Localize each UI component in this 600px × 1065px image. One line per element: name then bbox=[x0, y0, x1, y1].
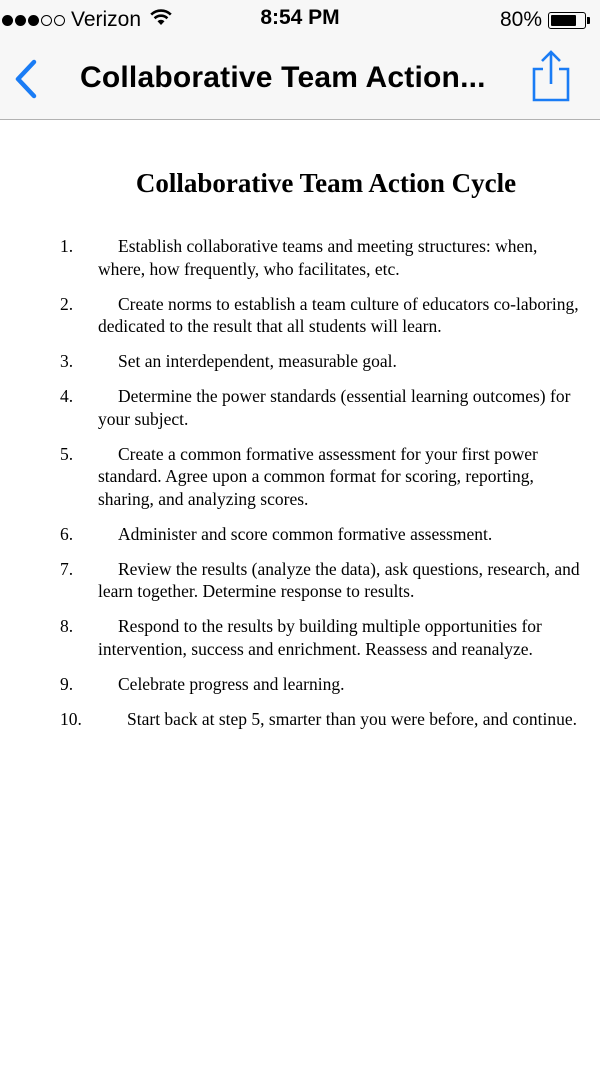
list-item bbox=[0, 235, 600, 280]
list-item-number: 10. bbox=[60, 708, 82, 729]
list-item-text: Create a common formative assessment for your first power standard. Agree upon a common format for scoring, reporting, sharing, and analyzing scores. bbox=[98, 443, 538, 509]
list-item-number: 7. bbox=[60, 558, 74, 579]
back-button[interactable] bbox=[12, 58, 42, 100]
status-right bbox=[500, 7, 590, 33]
list-item bbox=[0, 443, 600, 511]
list-item-number: 2. bbox=[60, 293, 74, 314]
list-item-text: Establish collaborative teams and meeting structures: when, where, how frequently, who facilitates, etc. bbox=[98, 236, 538, 279]
list-item bbox=[0, 708, 600, 731]
battery-percentage: 80% bbox=[499, 8, 542, 31]
battery-icon bbox=[548, 12, 586, 29]
battery-level-fill bbox=[551, 15, 576, 26]
list-item bbox=[0, 350, 600, 373]
carrier-name: Verizon bbox=[71, 8, 142, 31]
list-item-number: 3. bbox=[60, 351, 74, 371]
list-item-number: 4. bbox=[60, 386, 74, 406]
numbered-list bbox=[0, 235, 600, 743]
list-item bbox=[0, 615, 600, 660]
list-item-number: 8. bbox=[60, 616, 74, 636]
list-item-text: Respond to the results by building multiple opportunities for intervention, success and enrichment. Reassess and reanalyze. bbox=[98, 616, 542, 659]
list-item-number: 1. bbox=[60, 236, 74, 256]
share-icon bbox=[530, 50, 572, 106]
status-bar bbox=[0, 0, 600, 40]
nav-title: Collaborative Team Action... bbox=[80, 61, 486, 94]
status-time: 8:54 PM bbox=[260, 6, 340, 29]
list-item-number: 5. bbox=[60, 443, 74, 464]
chevron-left-icon bbox=[12, 58, 42, 100]
list-item-text: Administer and score common formative assessment. bbox=[118, 523, 493, 544]
list-item bbox=[0, 523, 600, 546]
document-view[interactable] bbox=[0, 120, 600, 1065]
document-title: Collaborative Team Action Cycle bbox=[135, 168, 517, 198]
list-item-text: Start back at step 5, smarter than you were before, and continue. bbox=[127, 708, 577, 729]
list-item bbox=[0, 558, 600, 603]
share-button[interactable] bbox=[530, 50, 572, 106]
list-item bbox=[0, 385, 600, 430]
list-item-text: Determine the power standards (essential learning outcomes) for your subject. bbox=[98, 386, 571, 429]
list-item-text: Set an interdependent, measurable goal. bbox=[118, 351, 397, 371]
list-item-text: Review the results (analyze the data), ask questions, research, and learn together. Determine response to results. bbox=[98, 558, 580, 601]
list-item-text: Celebrate progress and learning. bbox=[118, 673, 345, 694]
list-item bbox=[0, 293, 600, 338]
list-item bbox=[0, 673, 600, 696]
battery-cap bbox=[587, 17, 590, 24]
list-item-number: 9. bbox=[60, 673, 74, 694]
navigation-bar bbox=[0, 40, 600, 120]
list-item-text: Create norms to establish a team culture of educators co-laboring, dedicated to the result that all students will learn. bbox=[98, 293, 579, 336]
list-item-number: 6. bbox=[60, 523, 74, 544]
